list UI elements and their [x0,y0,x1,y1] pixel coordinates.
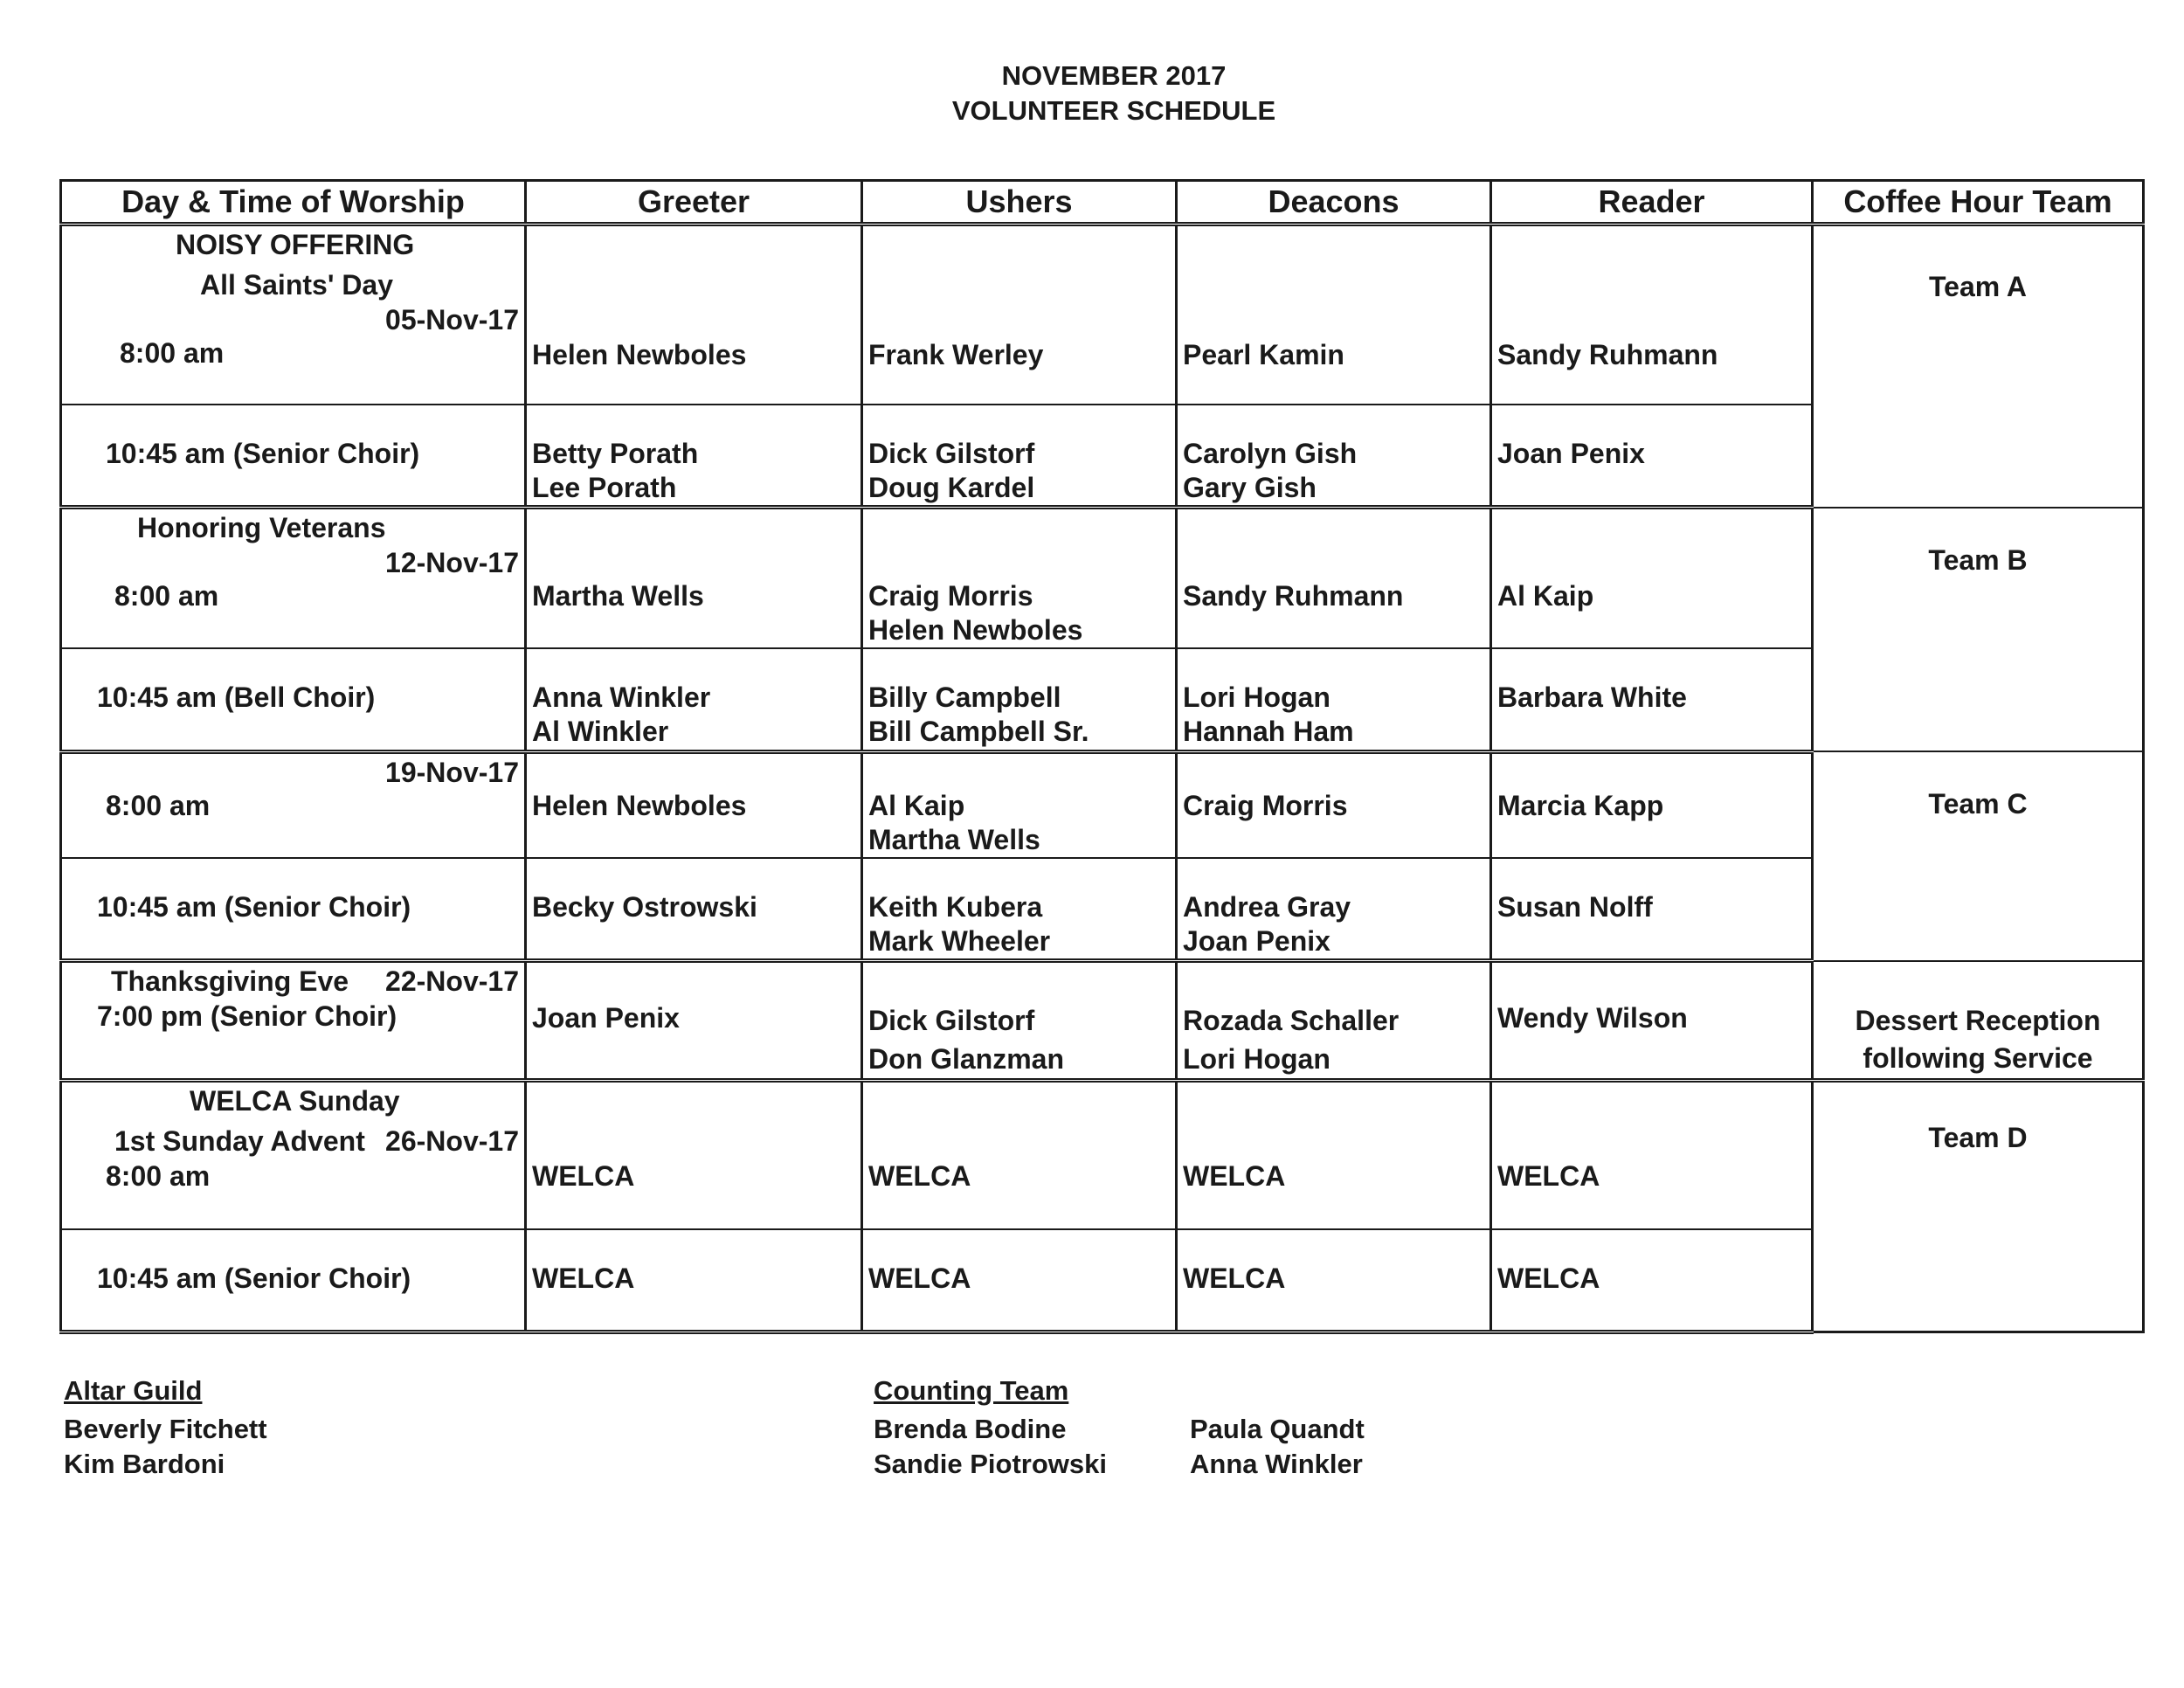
volunteer-name: Sandy Ruhmann [1183,580,1404,612]
day-time-cell [61,751,526,858]
volunteer-name: Anna Winkler [532,681,711,713]
reader-cell [1491,405,1813,508]
volunteer-name: WELCA [1497,1262,1600,1294]
ushers-cell [862,961,1177,1081]
altar-guild-heading: Altar Guild [64,1375,203,1406]
service-date: 26-Nov-17 [385,1125,519,1157]
volunteer-name: WELCA [1183,1262,1286,1294]
ushers-cell [862,1229,1177,1332]
volunteer-name: Andrea Gray [1183,890,1351,923]
day-time-cell [61,648,526,751]
volunteer-name: Joan Penix [1183,924,1330,957]
volunteer-name: Helen Newboles [532,339,747,370]
reader-cell [1491,1081,1813,1229]
day-time-cell [61,1081,526,1229]
service-time: 7:00 pm (Senior Choir) [97,1000,397,1032]
counting-team-section-col2 [1190,1412,1365,1482]
greeter-cell [526,225,862,405]
volunteer-name: Al Winkler [532,716,669,747]
service-time: 10:45 am (Senior Choir) [97,1262,411,1294]
volunteer-name: Susan Nolff [1497,890,1653,923]
volunteer-name: WELCA [1497,1160,1600,1192]
service-time: 10:45 am (Bell Choir) [97,681,376,713]
volunteer-name: Dick Gilstorf [868,437,1035,469]
deacons-cell [1177,648,1491,751]
service-title: Thanksgiving Eve [111,965,349,997]
greeter-cell [526,1229,862,1332]
reader-cell [1491,961,1813,1081]
volunteer-name: Bill Campbell Sr. [868,716,1089,747]
greeter-cell [526,961,862,1081]
service-time: 8:00 am [114,580,219,612]
ushers-cell [862,751,1177,858]
deacons-cell [1177,508,1491,649]
service-time: 10:45 am (Senior Choir) [106,437,420,469]
deacons-cell [1177,1229,1491,1332]
greeter-cell [526,858,862,961]
table-row [61,225,2144,405]
day-time-cell [61,1229,526,1332]
volunteer-name: Lori Hogan [1183,681,1330,713]
volunteer-name: Pearl Kamin [1183,339,1344,370]
service-date: 05-Nov-17 [385,304,519,336]
column-header-day-time: Day & Time of Worship [61,181,526,225]
day-time-cell [61,405,526,508]
volunteer-name: Doug Kardel [868,471,1035,503]
volunteer-name: Mark Wheeler [868,924,1051,957]
volunteer-name: Al Kaip [868,789,965,821]
page-title: NOVEMBER 2017 [1001,60,1227,91]
deacons-cell [1177,225,1491,405]
volunteer-name: Barbara White [1497,681,1687,713]
coffee-team-cell [1813,1081,2144,1332]
greeter-cell [526,1081,862,1229]
day-time-cell [61,961,526,1081]
reader-cell [1491,751,1813,858]
deacons-cell [1177,405,1491,508]
day-time-cell [61,858,526,961]
coffee-team: Team D [1928,1122,2028,1153]
coffee-team: Team A [1928,271,2028,302]
volunteer-name: WELCA [1183,1160,1286,1192]
volunteer-name: Becky Ostrowski [532,890,757,923]
volunteer-name: Keith Kubera [868,890,1043,923]
volunteer-name: Don Glanzman [868,1043,1065,1075]
coffee-team-cell [1813,961,2144,1081]
column-header-ushers: Ushers [862,181,1177,225]
day-time-cell [61,225,526,405]
volunteer-name: WELCA [532,1262,635,1294]
volunteer-name: Dick Gilstorf [868,1005,1035,1036]
service-time: 10:45 am (Senior Choir) [97,890,411,923]
volunteer-name: Helen Newboles [532,789,747,821]
volunteer-name: Joan Penix [532,1002,680,1034]
reader-cell [1491,508,1813,649]
volunteer-name: Hannah Ham [1183,716,1354,747]
deacons-cell [1177,1081,1491,1229]
volunteer-name: Craig Morris [1183,789,1348,821]
column-header-deacons: Deacons [1177,181,1491,225]
volunteer-name: Billy Campbell [868,681,1061,713]
reader-cell [1491,1229,1813,1332]
volunteer-name: Joan Penix [1497,437,1645,469]
ushers-cell [862,1081,1177,1229]
ushers-cell [862,648,1177,751]
coffee-team: Team B [1928,543,2028,576]
counting-team-member: Brenda Bodine [874,1414,1067,1444]
column-header-greeter: Greeter [526,181,862,225]
deacons-cell [1177,858,1491,961]
column-header-reader: Reader [1491,181,1813,225]
service-time: 8:00 am [106,1160,211,1192]
altar-guild-section [64,1373,267,1482]
volunteer-name: Gary Gish [1183,471,1317,503]
counting-team-heading: Counting Team [874,1375,1069,1406]
service-time: 8:00 am [120,337,225,369]
altar-guild-member: Kim Bardoni [64,1449,225,1479]
counting-team-section [874,1373,1107,1482]
coffee-team-cell [1813,751,2144,961]
table-row [61,751,2144,858]
greeter-cell [526,751,862,858]
counting-team-member: Sandie Piotrowski [874,1449,1108,1479]
volunteer-name: Betty Porath [532,437,699,469]
volunteer-name: Lori Hogan [1183,1043,1330,1075]
service-subtitle: All Saints' Day [200,269,394,301]
coffee-team: Dessert Reception following Service [1855,1004,2101,1074]
greeter-cell [526,405,862,508]
table-row [61,508,2144,649]
deacons-cell [1177,961,1491,1081]
service-subtitle: 1st Sunday Advent [114,1125,365,1157]
volunteer-name: Martha Wells [532,580,704,612]
volunteer-name: WELCA [868,1160,971,1192]
altar-guild-member: Beverly Fitchett [64,1414,267,1444]
volunteer-name: WELCA [868,1262,971,1294]
table-header-row [61,181,2144,225]
volunteer-name: Frank Werley [868,339,1044,370]
volunteer-schedule-table [59,179,2145,1334]
volunteer-name: Lee Porath [532,471,677,503]
table-row [61,1081,2144,1229]
table-row [61,961,2144,1081]
volunteer-name: Wendy Wilson [1497,1002,1688,1034]
page-subtitle: VOLUNTEER SCHEDULE [951,95,1276,126]
column-header-coffee-hour-team: Coffee Hour Team [1813,181,2144,225]
volunteer-name: Carolyn Gish [1183,437,1358,469]
greeter-cell [526,648,862,751]
reader-cell [1491,225,1813,405]
counting-team-member: Anna Winkler [1190,1449,1363,1479]
service-title: Honoring Veterans [137,512,386,543]
service-date: 19-Nov-17 [385,756,519,788]
deacons-cell [1177,751,1491,858]
ushers-cell [862,858,1177,961]
counting-team-member: Paula Quandt [1190,1414,1365,1444]
service-date: 22-Nov-17 [385,965,519,997]
volunteer-name: WELCA [532,1160,635,1192]
ushers-cell [862,405,1177,508]
volunteer-name: Rozada Schaller [1183,1005,1400,1036]
volunteer-name: Marcia Kapp [1497,789,1664,821]
service-title: WELCA Sunday [190,1085,400,1117]
volunteer-name: Martha Wells [868,823,1040,855]
volunteer-name: Sandy Ruhmann [1497,339,1718,370]
coffee-team-cell [1813,508,2144,752]
ushers-cell [862,225,1177,405]
service-time: 8:00 am [106,789,211,821]
ushers-cell [862,508,1177,649]
coffee-team-cell [1813,225,2144,508]
reader-cell [1491,648,1813,751]
greeter-cell [526,508,862,649]
volunteer-name: Al Kaip [1497,580,1594,612]
coffee-team: Team C [1928,788,2028,820]
reader-cell [1491,858,1813,961]
volunteer-name: Craig Morris [868,580,1033,612]
day-time-cell [61,508,526,649]
service-title: NOISY OFFERING [176,229,415,260]
service-date: 12-Nov-17 [385,547,519,578]
volunteer-name: Helen Newboles [868,614,1083,646]
